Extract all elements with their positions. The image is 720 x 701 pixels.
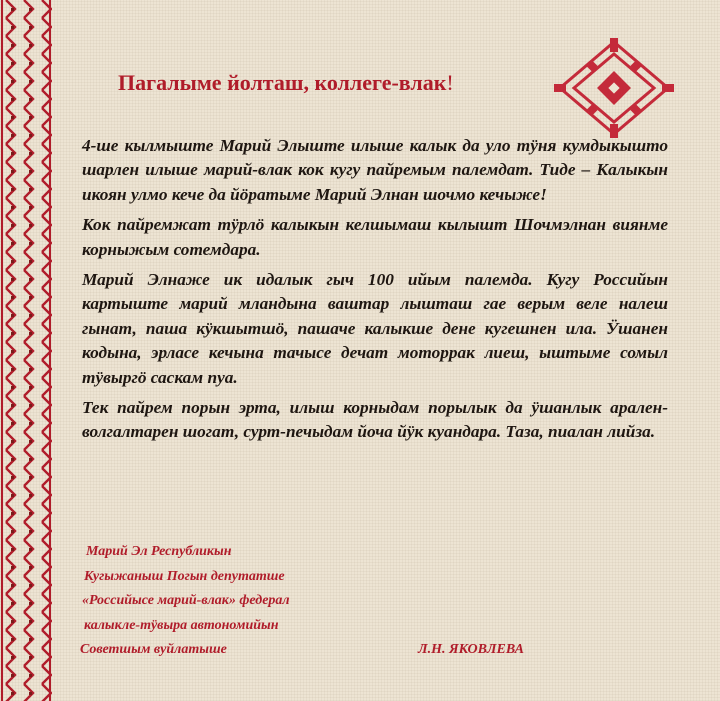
page-title — [118, 70, 538, 96]
ornament-border — [0, 0, 52, 701]
signature-line: «Российысе марий-влак» федерал — [82, 593, 290, 608]
mari-ornament-emblem-icon — [554, 38, 674, 138]
signature-line: Марий Эл Республикын — [86, 544, 232, 559]
title-exclamation: ! — [446, 70, 454, 95]
signature-line: калыкле-тӱвыра автономийын — [84, 617, 279, 633]
signature-line: Советшым вуйлатыше — [80, 642, 227, 657]
signatory-name: Л.Н. ЯКОВЛЕВА — [418, 642, 525, 657]
signature-line: Кугыжаныш Погын депутатше — [84, 568, 285, 584]
signature-block — [80, 540, 680, 663]
letter-paragraph: Тек пайрем порын эрта, илыш корныдам порылык да ӱшанлык арален-волгалтарен шогат, сурт-печыдам йоча йӱк куандара. Таза, пиалан лийза. — [82, 398, 668, 442]
title-text: Пагалыме йолташ, коллеге-влак — [118, 70, 447, 95]
letter-paragraph: 4-ше кылмыште Марий Элыште илыше калык да уло тӱня кумдыкышто шарлен илыше марий-влак кок кугу пайремым палемдат. Тиде – Калыкын икоян улмо кече да йӧратыме Марий Элнан шочмо кечыже! — [82, 136, 668, 204]
letter-body — [82, 134, 668, 451]
letter-paragraph: Кок пайремжат тӱрлӧ калыкын келшымаш кылышт Шочмэлнан виянме корныжым сотемдара. — [82, 215, 668, 259]
letter-paragraph: Марий Элнаже ик идалык гыч 100 ийым палемда. Кугу Российын картыште марий мландына ваштар лышташ гае верым веле налеш гынат, паша кӱкшытшӧ, пашаче калыкше дене кугешнен ила. Ӱшанен кодына, эрласе кечына тачысе дечат моторрак лиеш, ыштыме сомыл тӱвыргӧ саскам пуа. — [82, 270, 668, 387]
